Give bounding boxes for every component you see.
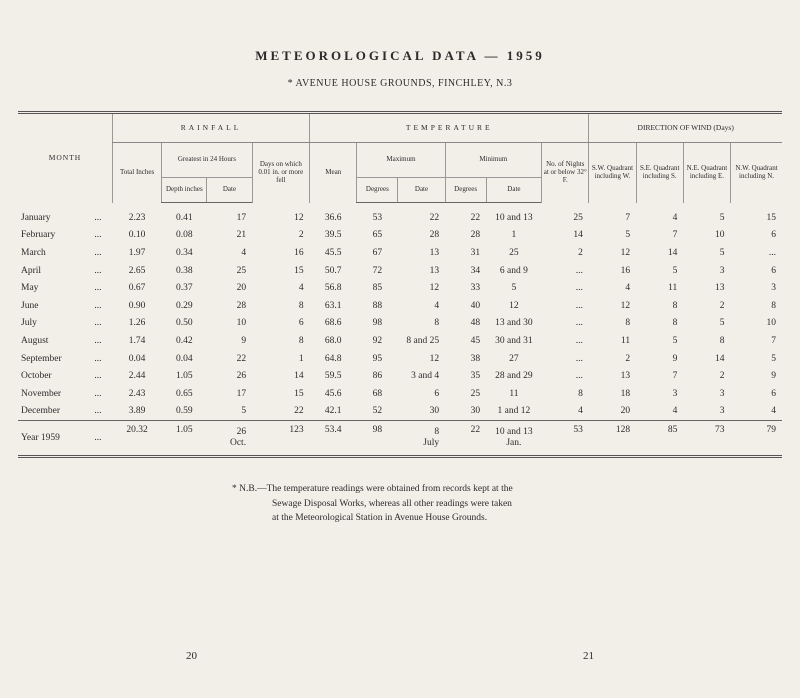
mindate-cell: 10 and 13 — [495, 212, 533, 223]
days-cell: 8 — [298, 300, 304, 311]
month-label: April — [21, 265, 42, 276]
leader-dots: ... — [94, 406, 102, 417]
nw-cell: ... — [768, 247, 776, 258]
total-cell: 0.04 — [128, 353, 146, 364]
mindate-cell: 12 — [509, 300, 519, 311]
leader-dots: ... — [94, 230, 102, 241]
depth-cell: 0.59 — [176, 406, 193, 417]
header-days-on-which: Days on which 0.01 in. or more fell — [252, 143, 310, 203]
table-row — [18, 385, 782, 403]
gdate-line-2: Oct. — [229, 438, 247, 449]
nights-cell: ... — [575, 353, 583, 364]
month-cell — [18, 244, 112, 262]
total-cell: 1.26 — [128, 318, 146, 329]
maxdate-cell: 28 — [429, 230, 440, 241]
sw-cell: 2 — [625, 353, 631, 364]
depth-cell: 0.34 — [176, 247, 193, 258]
mindate-cell: 1 and 12 — [497, 406, 531, 417]
table-row — [18, 367, 782, 385]
maxdate-cell: 6 — [434, 388, 440, 399]
depth-cell: 0.04 — [176, 353, 193, 364]
header-rainfall: RAINFALL — [112, 113, 309, 143]
table-row — [18, 244, 782, 262]
days-cell: 16 — [294, 247, 304, 258]
header-max-degrees: Degrees — [357, 178, 398, 203]
nw-cell: 6 — [771, 230, 776, 241]
se-cell: 7 — [672, 230, 678, 241]
table-row — [18, 403, 782, 421]
sw-cell: 7 — [625, 212, 631, 223]
maxdate-line-2: July — [423, 438, 440, 449]
nw-cell: 7 — [771, 335, 776, 346]
nights-cell: ... — [575, 318, 583, 329]
total-cell: 20.32 — [112, 421, 161, 457]
ne-cell: 3 — [719, 406, 725, 417]
maxdate-line-1: 8 — [434, 427, 440, 438]
mean-cell: 42.1 — [324, 406, 342, 417]
days-cell: 8 — [298, 335, 304, 346]
gdate-cell: 26 — [236, 371, 247, 382]
sw-cell: 128 — [589, 421, 636, 457]
mindate-cell: 1 — [511, 230, 517, 241]
mindeg-cell: 48 — [470, 318, 481, 329]
mean-cell: 45.5 — [324, 247, 342, 258]
maxdeg-cell: 98 — [357, 421, 398, 457]
se-cell: 85 — [636, 421, 683, 457]
mindeg-cell: 30 — [470, 406, 481, 417]
total-cell: 2.43 — [128, 388, 146, 399]
depth-cell: 1.05 — [176, 371, 193, 382]
page-subtitle: * AVENUE HOUSE GROUNDS, FINCHLEY, N.3 — [287, 78, 513, 89]
nights-cell: 53 — [542, 421, 589, 457]
table-row — [18, 332, 782, 350]
gdate-cell: 25 — [236, 265, 247, 276]
month-label: December — [21, 406, 61, 417]
header-sw: S.W. Quadrant including W. — [589, 143, 636, 203]
se-cell: 3 — [672, 388, 678, 399]
mindate-line-1: 10 and 13 — [495, 427, 533, 438]
ne-cell: 8 — [719, 335, 725, 346]
ne-cell: 5 — [719, 212, 725, 223]
month-label: August — [21, 335, 49, 346]
header-temperature: TEMPERATURE — [310, 113, 589, 143]
maxdeg-cell: 95 — [372, 353, 383, 364]
gdate-cell: 17 — [236, 388, 247, 399]
depth-cell: 0.50 — [176, 318, 193, 329]
maxdeg-cell: 86 — [372, 371, 383, 382]
header-greatest-date: Date — [207, 178, 252, 203]
nights-cell: ... — [575, 335, 583, 346]
nights-cell: ... — [575, 283, 583, 294]
total-cell: 1.74 — [128, 335, 146, 346]
total-cell: 1.97 — [128, 247, 146, 258]
depth-cell: 0.41 — [176, 212, 193, 223]
month-label: September — [21, 353, 62, 364]
maxdate-cell: 12 — [429, 353, 440, 364]
total-cell: 2.65 — [128, 265, 146, 276]
sw-cell: 16 — [620, 265, 631, 276]
page-title: METEOROLOGICAL DATA — 1959 — [255, 48, 545, 63]
days-cell: 6 — [298, 318, 304, 329]
nw-cell: 4 — [771, 406, 776, 417]
gdate-cell: 28 — [236, 300, 247, 311]
month-label: October — [21, 371, 52, 382]
header-total-inches: Total Inches — [112, 143, 161, 203]
leader-dots: ... — [94, 247, 102, 258]
page-number-right: 21 — [583, 650, 594, 662]
mindeg-cell: 34 — [470, 265, 481, 276]
days-cell: 4 — [298, 283, 304, 294]
se-cell: 8 — [672, 318, 678, 329]
days-cell: 22 — [294, 406, 304, 417]
depth-cell: 0.65 — [176, 388, 193, 399]
leader-dots: ... — [94, 300, 102, 311]
year-label: Year 1959 — [21, 432, 60, 443]
header-nw: N.W. Quadrant including N. — [731, 143, 782, 203]
header-greatest: Greatest in 24 Hours — [162, 143, 252, 178]
leader-dots: ... — [94, 265, 102, 276]
leader-dots: ... — [94, 335, 102, 346]
table-row — [18, 203, 782, 227]
leader-dots: ... — [94, 353, 102, 364]
nw-cell: 8 — [771, 300, 776, 311]
month-label: March — [21, 247, 46, 258]
footnote — [232, 482, 652, 526]
header-wind: DIRECTION OF WIND (Days) — [589, 113, 782, 143]
se-cell: 4 — [672, 212, 678, 223]
depth-cell: 0.08 — [176, 230, 193, 241]
maxdeg-cell: 67 — [372, 247, 383, 258]
maxdeg-cell: 72 — [372, 265, 383, 276]
ne-cell: 10 — [715, 230, 725, 241]
gdate-cell: 9 — [241, 335, 247, 346]
gdate-cell: 17 — [236, 212, 247, 223]
ne-cell: 2 — [719, 300, 725, 311]
month-cell — [18, 203, 112, 227]
month-cell — [18, 332, 112, 350]
meteorological-table — [18, 111, 782, 458]
month-cell — [18, 421, 112, 457]
sw-cell: 12 — [620, 247, 631, 258]
days-cell: 123 — [252, 421, 310, 457]
month-label: July — [21, 318, 37, 329]
maxdeg-cell: 68 — [372, 388, 383, 399]
page-number-left: 20 — [186, 650, 197, 662]
leader-dots: ... — [94, 371, 102, 382]
se-cell: 5 — [672, 335, 678, 346]
mindeg-cell: 22 — [470, 212, 481, 223]
mean-cell: 39.5 — [324, 230, 342, 241]
year-total-row — [18, 421, 782, 457]
table-row — [18, 315, 782, 333]
month-cell — [18, 315, 112, 333]
sw-cell: 8 — [625, 318, 631, 329]
sw-cell: 11 — [620, 335, 631, 346]
mindeg-cell: 25 — [470, 388, 481, 399]
header-max-date: Date — [398, 178, 445, 203]
mindate-cell: 27 — [509, 353, 519, 364]
depth-cell: 0.42 — [176, 335, 193, 346]
maxdate-cell: 30 — [429, 406, 440, 417]
nights-cell: ... — [575, 265, 583, 276]
depth-cell: 1.05 — [162, 421, 207, 457]
leader-dots: ... — [94, 318, 102, 329]
sw-cell: 18 — [620, 388, 631, 399]
se-cell: 7 — [672, 371, 678, 382]
mindeg-cell: 22 — [445, 421, 486, 457]
total-cell: 2.23 — [128, 212, 146, 223]
total-cell: 0.90 — [128, 300, 146, 311]
mindeg-cell: 35 — [470, 371, 481, 382]
nights-cell: 25 — [573, 212, 583, 223]
mean-cell: 53.4 — [310, 421, 357, 457]
maxdate-cell: 8 — [434, 318, 440, 329]
sw-cell: 4 — [625, 283, 631, 294]
nights-cell: 14 — [573, 230, 583, 241]
mindate-line-2: Jan. — [506, 438, 522, 449]
month-cell — [18, 367, 112, 385]
sw-cell: 5 — [625, 230, 631, 241]
nights-cell: 8 — [578, 388, 583, 399]
ne-cell: 3 — [719, 265, 725, 276]
gdate-cell: 10 — [236, 318, 247, 329]
header-se: S.E. Quadrant including S. — [636, 143, 683, 203]
nights-cell: 4 — [578, 406, 583, 417]
total-cell: 3.89 — [128, 406, 146, 417]
se-cell: 4 — [672, 406, 678, 417]
ne-cell: 2 — [719, 371, 725, 382]
month-cell — [18, 350, 112, 368]
mindate-cell: 11 — [509, 388, 519, 399]
nights-cell: ... — [575, 300, 583, 311]
ne-cell: 5 — [719, 318, 725, 329]
maxdeg-cell: 98 — [372, 318, 383, 329]
se-cell: 14 — [667, 247, 678, 258]
month-cell — [18, 262, 112, 280]
mean-cell: 59.5 — [324, 371, 342, 382]
maxdeg-cell: 65 — [372, 230, 383, 241]
mindate-cell: 28 and 29 — [495, 371, 533, 382]
month-label: January — [21, 212, 51, 223]
total-cell: 0.67 — [128, 283, 146, 294]
footnote-line-3: at the Meteorological Station in Avenue House Grounds. — [272, 513, 488, 523]
header-nights: No. of Nights at or below 32° F. — [542, 143, 589, 203]
header-maximum: Maximum — [357, 143, 445, 178]
gdate-cell — [207, 421, 252, 457]
depth-cell: 0.37 — [176, 283, 193, 294]
nw-cell: 3 — [771, 283, 776, 294]
month-label: February — [21, 230, 56, 241]
maxdate-cell — [398, 421, 445, 457]
sw-cell: 20 — [620, 406, 631, 417]
maxdate-cell: 13 — [429, 247, 440, 258]
nw-cell: 79 — [731, 421, 782, 457]
month-label: June — [21, 300, 39, 311]
leader-dots: ... — [94, 388, 102, 399]
header-minimum: Minimum — [445, 143, 542, 178]
header-month: MONTH — [48, 153, 82, 163]
gdate-cell: 20 — [236, 283, 247, 294]
table-row — [18, 279, 782, 297]
maxdate-cell: 3 and 4 — [411, 371, 440, 382]
maxdeg-cell: 92 — [372, 335, 383, 346]
mean-cell: 64.8 — [324, 353, 342, 364]
header-ne: N.E. Quadrant including E. — [683, 143, 730, 203]
maxdeg-cell: 88 — [372, 300, 383, 311]
mean-cell: 63.1 — [324, 300, 342, 311]
maxdate-cell: 13 — [429, 265, 440, 276]
month-label: May — [21, 283, 39, 294]
mindate-cell — [486, 421, 541, 457]
gdate-cell: 22 — [236, 353, 247, 364]
depth-cell: 0.29 — [176, 300, 193, 311]
leader-dots: ... — [94, 432, 102, 443]
month-label: November — [21, 388, 62, 399]
month-cell — [18, 297, 112, 315]
leader-dots: ... — [94, 283, 102, 294]
gdate-cell: 4 — [241, 247, 247, 258]
mindeg-cell: 45 — [470, 335, 481, 346]
table-row — [18, 227, 782, 245]
days-cell: 2 — [298, 230, 304, 241]
mindeg-cell: 38 — [470, 353, 481, 364]
days-cell: 15 — [294, 388, 304, 399]
days-cell: 14 — [294, 371, 304, 382]
month-cell — [18, 385, 112, 403]
sw-cell: 13 — [620, 371, 631, 382]
mindate-cell: 25 — [509, 247, 519, 258]
nights-cell: ... — [575, 371, 583, 382]
mean-cell: 68.6 — [324, 318, 342, 329]
header-min-date: Date — [486, 178, 541, 203]
nw-cell: 5 — [771, 353, 776, 364]
month-cell — [18, 403, 112, 421]
ne-cell: 13 — [715, 283, 725, 294]
gdate-cell: 5 — [241, 406, 247, 417]
ne-cell: 5 — [719, 247, 725, 258]
mean-cell: 45.6 — [324, 388, 342, 399]
footnote-line-2: Sewage Disposal Works, whereas all other readings were taken — [272, 498, 512, 509]
footnote-line-1: * N.B.—The temperature readings were obtained from records kept at the — [232, 484, 513, 494]
leader-dots: ... — [94, 212, 102, 223]
nw-cell: 10 — [766, 318, 776, 329]
mindeg-cell: 33 — [470, 283, 481, 294]
mindeg-cell: 31 — [470, 247, 481, 258]
se-cell: 11 — [668, 283, 678, 294]
month-cell — [18, 227, 112, 245]
mindate-cell: 13 and 30 — [495, 318, 533, 329]
days-cell: 15 — [294, 265, 304, 276]
header-min-degrees: Degrees — [445, 178, 486, 203]
mean-cell: 36.6 — [324, 212, 342, 223]
ne-cell: 3 — [719, 388, 725, 399]
mindeg-cell: 28 — [470, 230, 481, 241]
maxdate-cell: 12 — [429, 283, 440, 294]
mindate-cell: 30 and 31 — [495, 335, 533, 346]
se-cell: 9 — [672, 353, 678, 364]
mindate-cell: 5 — [511, 283, 517, 294]
nw-cell: 6 — [771, 265, 776, 276]
nights-cell: 2 — [578, 247, 583, 258]
maxdate-cell: 22 — [429, 212, 440, 223]
se-cell: 8 — [672, 300, 678, 311]
mean-cell: 56.8 — [324, 283, 342, 294]
gdate-line-1: 26 — [236, 427, 247, 438]
ne-cell: 14 — [715, 353, 725, 364]
mean-cell: 68.0 — [324, 335, 342, 346]
maxdeg-cell: 52 — [372, 406, 383, 417]
total-cell: 2.44 — [128, 371, 146, 382]
total-cell: 0.10 — [128, 230, 146, 241]
table-row — [18, 262, 782, 280]
days-cell: 1 — [298, 353, 304, 364]
maxdeg-cell: 85 — [372, 283, 383, 294]
table-row — [18, 297, 782, 315]
days-cell: 12 — [294, 212, 304, 223]
gdate-cell: 21 — [236, 230, 247, 241]
mindeg-cell: 40 — [470, 300, 481, 311]
sw-cell: 12 — [620, 300, 631, 311]
mindate-cell: 6 and 9 — [499, 265, 528, 276]
mean-cell: 50.7 — [324, 265, 342, 276]
header-depth-inches: Depth inches — [162, 178, 207, 203]
header-mean: Mean — [310, 143, 357, 203]
nw-cell: 15 — [766, 212, 776, 223]
nw-cell: 6 — [771, 388, 776, 399]
nw-cell: 9 — [771, 371, 776, 382]
maxdate-cell: 4 — [434, 300, 440, 311]
depth-cell: 0.38 — [176, 265, 193, 276]
month-cell — [18, 279, 112, 297]
maxdeg-cell: 53 — [372, 212, 383, 223]
maxdate-cell: 8 and 25 — [406, 335, 440, 346]
se-cell: 5 — [672, 265, 678, 276]
table-row — [18, 350, 782, 368]
ne-cell: 73 — [683, 421, 730, 457]
